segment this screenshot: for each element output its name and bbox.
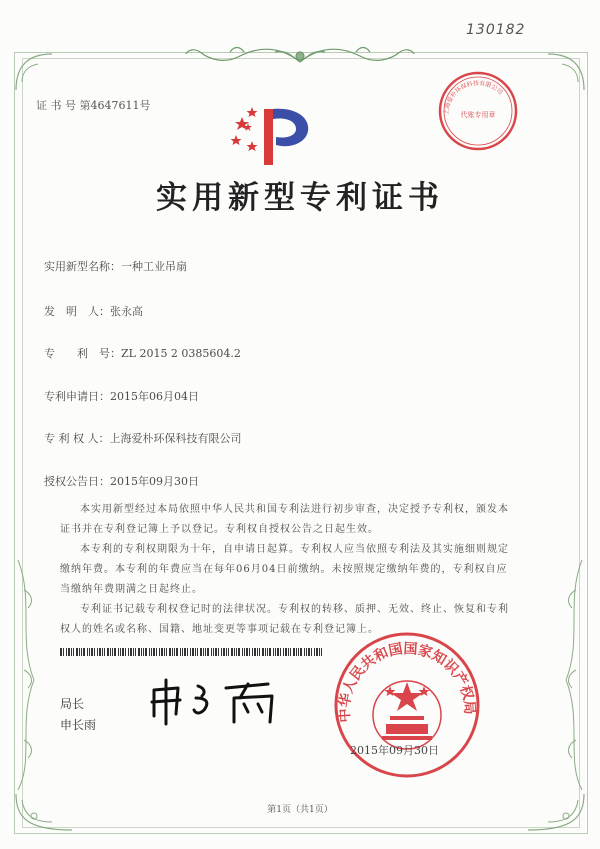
certificate-number: 证 书 号 第4647611号 xyxy=(36,99,151,112)
left-side-ornament xyxy=(14,560,44,790)
director-signature xyxy=(148,676,288,726)
patent-number-label: 专 利 号： xyxy=(44,347,121,360)
handwritten-number: 130182 xyxy=(466,22,526,38)
inventor-value: 张永高 xyxy=(110,305,143,318)
filing-date-row xyxy=(44,388,199,404)
corner-ornament-top-right xyxy=(546,52,586,92)
seal-date: 2015年09月30日 xyxy=(350,744,439,757)
filing-date-label: 专利申请日： xyxy=(44,390,110,403)
patentee-value: 上海爱朴环保科技有限公司 xyxy=(109,432,242,445)
grant-date-value: 2015年09月30日 xyxy=(110,475,199,488)
company-stamp xyxy=(436,69,520,153)
director-name: 申长雨 xyxy=(60,718,97,732)
filing-date-value: 2015年06月04日 xyxy=(110,390,199,403)
certificate-body-text xyxy=(60,500,515,640)
grant-date-label: 授权公告日： xyxy=(44,475,110,488)
patent-number-value: ZL 2015 2 0385604.2 xyxy=(121,347,241,360)
svg-text:代账专用章: 代账专用章 xyxy=(460,111,496,119)
patent-number-row xyxy=(44,345,241,361)
patentee-label: 专 利 权 人： xyxy=(44,432,110,445)
inventor-row xyxy=(44,303,143,319)
grant-date-row xyxy=(44,473,199,489)
seal-org-name: 中华人民共和国国家知识产权局 xyxy=(336,640,478,723)
utility-model-name-row xyxy=(44,258,187,274)
director-title: 局长 xyxy=(60,697,85,711)
utility-model-name-value: 一种工业吊扇 xyxy=(121,260,187,273)
certificate-title: 实用新型专利证书 xyxy=(156,180,444,216)
body-paragraph: 本实用新型经过本局依照中华人民共和国专利法进行初步审查，决定授予专利权，颁发本证书并在专利登记簿上予以登记。专利权自授权公告之日起生效。 xyxy=(60,504,509,535)
top-ornament xyxy=(180,42,420,68)
utility-model-name-label: 实用新型名称： xyxy=(44,260,121,273)
right-side-ornament xyxy=(556,560,586,790)
corner-ornament-top-left xyxy=(14,52,54,92)
page-number: 第1页（共1页） xyxy=(267,805,333,815)
body-paragraph: 本专利的专利权期限为十年，自申请日起算。专利权人应当依照专利法及其实施细则规定缴纳年费。本专利的年费应当在每年06月04日前缴纳。未按照规定缴纳年费的，专利权自应当缴纳年费期满之日起终止。 xyxy=(60,544,509,595)
body-paragraph: 专利证书记载专利权登记时的法律状况。专利权的转移、质押、无效、终止、恢复和专利权人的姓名或名称、国籍、地址变更等事项记载在专利登记簿上。 xyxy=(60,604,509,635)
barcode xyxy=(60,648,324,656)
patentee-row xyxy=(44,430,242,446)
patent-office-logo-icon xyxy=(228,97,318,169)
svg-text:上海爱朴环保科技有限公司: 上海爱朴环保科技有限公司 xyxy=(442,79,504,116)
inventor-label: 发 明 人： xyxy=(44,305,110,318)
